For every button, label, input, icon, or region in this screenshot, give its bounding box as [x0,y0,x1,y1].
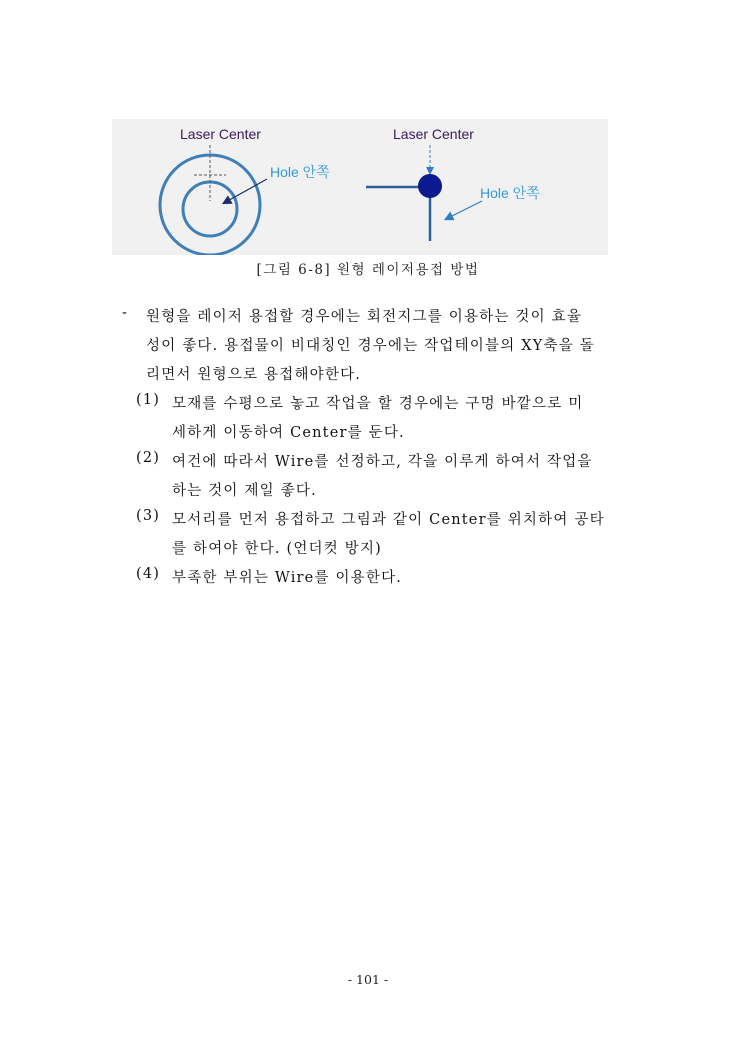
figure-diagram [112,119,608,255]
lead-paragraph-line-1: 원형을 레이저 용접할 경우에는 회전지그를 이용하는 것이 효율 [146,309,583,325]
left-hole-inside-label: Hole 안쪽 [270,164,330,180]
list-item-number: (4) [136,566,161,582]
list-item-line: 모서리를 먼저 용접하고 그림과 같이 Center를 위치하여 공타 [172,512,605,528]
left-laser-center-label: Laser Center [180,126,261,142]
lead-bullet: - [122,305,129,321]
right-hole-inside-label: Hole 안쪽 [480,185,540,201]
right-hole-arrow [446,201,482,219]
list-item-line: 부족한 부위는 Wire를 이용한다. [172,570,403,586]
list-item-line: 세하게 이동하여 Center를 둔다. [172,425,405,441]
list-item-number: (1) [136,392,161,408]
page-number: - 101 - [347,972,389,987]
list-item-line: 모재를 수평으로 놓고 작업을 할 경우에는 구멍 바깥으로 미 [172,396,584,412]
welding-method-figure [112,119,608,255]
lead-paragraph-line-3: 리면서 원형으로 용접해야한다. [146,367,362,383]
list-item-line: 하는 것이 제일 좋다. [172,483,317,499]
list-item-number: (3) [136,508,161,524]
laser-spot-dot [418,174,442,198]
figure-caption: [그림 6-8] 원형 레이저용접 방법 [256,262,480,278]
right-laser-center-label: Laser Center [393,126,474,142]
lead-paragraph-line-2: 성이 좋다. 용접물이 비대칭인 경우에는 작업테이블의 XY축을 돌 [146,338,595,354]
list-item-line: 를 하여야 한다. (언더컷 방지) [172,541,383,557]
list-item-number: (2) [136,450,161,466]
list-item-line: 여건에 따라서 Wire를 선정하고, 각을 이루게 하여서 작업을 [172,454,593,470]
